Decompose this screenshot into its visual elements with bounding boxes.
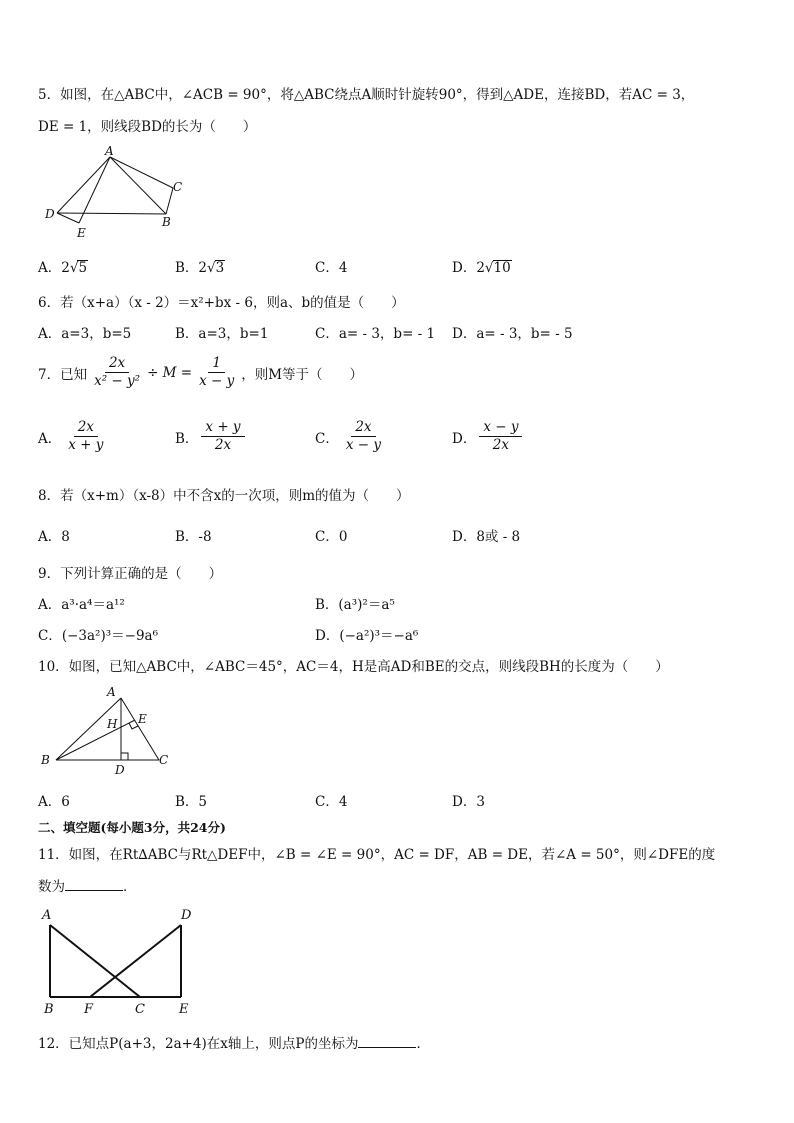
q8-option-d[interactable]: D．8或 - 8 (452, 529, 521, 545)
q11-label-a: A (42, 908, 52, 923)
q5-option-b[interactable]: B．2√3 (175, 260, 225, 276)
q5-option-c[interactable]: C．4 (315, 260, 348, 276)
q5-label-e: E (77, 226, 86, 240)
q11-label-f: F (84, 1002, 94, 1017)
q5-label-c: C (173, 180, 183, 194)
q6-option-d[interactable]: D．a= - 3，b= - 5 (452, 326, 573, 342)
q7-option-d[interactable]: D． $\frac{x - y}{2x}$ (452, 420, 525, 453)
q7-fraction-1: $\frac{2x}{\text{x² − y²}}$ (94, 355, 141, 389)
q10-figure (36, 683, 186, 778)
q11-label-b: B (44, 1002, 54, 1017)
q8-option-a[interactable]: A．8 (38, 529, 70, 545)
q10-label-b: B (41, 753, 50, 767)
q10-label-c: C (159, 753, 169, 767)
q9-option-d[interactable]: D．(−a²)³＝−a⁶ (315, 628, 419, 644)
q8-option-b[interactable]: B．-8 (175, 529, 212, 545)
q5-stem-line1: 5．如图，在△ABC中，∠ACB = 90°，将△ABC绕点A顺时针旋转90°，得到△ADE，连接BD，若AC = 3， (38, 87, 695, 103)
q7-fraction-2: $\frac{1}{x - y}$ (199, 355, 235, 389)
q5-option-a[interactable]: A．2√5 (38, 260, 88, 276)
q9-option-b[interactable]: B．(a³)²＝a⁵ (315, 597, 395, 613)
q10-option-d[interactable]: D．3 (452, 794, 485, 810)
q7-option-a[interactable]: A． $\frac{2x}{x + y}$ (38, 419, 104, 453)
section-2-heading: 二、填空题(每小题3分，共24分) (38, 820, 226, 835)
q10-option-b[interactable]: B．5 (175, 794, 208, 810)
q6-option-c[interactable]: C．a= - 3，b= - 1 (315, 326, 436, 342)
q9-option-c[interactable]: C．(−3a²)³＝−9a⁶ (38, 628, 158, 644)
q12-answer-blank[interactable] (358, 1035, 416, 1048)
q11-answer-blank[interactable] (65, 878, 123, 891)
q11-label-e: E (179, 1002, 189, 1017)
q11-stem-line2: 数为 ． (38, 879, 137, 895)
q11-label-d: D (181, 908, 192, 923)
q5-figure (40, 145, 200, 240)
q11-stem-line1: 11．如图，在Rt∆ABC与Rt△DEF中，∠B = ∠E = 90°，AC = DF，AB = DE，若∠A = 50°，则∠DFE的度 (38, 847, 716, 863)
q10-label-h: H (107, 717, 118, 731)
q11-label-c: C (135, 1002, 145, 1017)
q8-stem: 8．若（x+m）（x-8）中不含x的一次项，则m的值为（ ） (38, 488, 410, 504)
q7-stem: 7．已知 $\frac{2x}{\text{x² − y²}}$ ÷ M = $\frac{1}{x - y}$ ，则M等于（ ） (38, 355, 364, 389)
q5-label-d: D (45, 207, 55, 221)
q6-option-a[interactable]: A．a=3，b=5 (38, 326, 132, 342)
q10-label-e: E (138, 712, 147, 726)
q5-label-a: A (105, 145, 114, 158)
q5-stem-line2: DE = 1，则线段BD的长为（ ） (38, 119, 257, 135)
q10-label-d: D (115, 763, 125, 777)
q9-stem: 9．下列计算正确的是（ ） (38, 566, 223, 582)
q9-option-a[interactable]: A．a³·a⁴＝a¹² (38, 597, 125, 613)
q5-option-d[interactable]: D．2√10 (452, 260, 511, 276)
q12-stem: 12．已知点P(a+3，2a+4)在x轴上，则点P的坐标为 ． (38, 1036, 430, 1052)
q10-option-c[interactable]: C．4 (315, 794, 348, 810)
q8-option-c[interactable]: C．0 (315, 529, 348, 545)
q7-option-c[interactable]: C． $\frac{2x}{x - y}$ (315, 419, 381, 453)
q10-option-a[interactable]: A．6 (38, 794, 70, 810)
q10-stem: 10．如图，已知△ABC中，∠ABC＝45°，AC＝4，H是高AD和BE的交点，则线段BH的长度为（ ） (38, 659, 669, 675)
q10-label-a: A (107, 685, 116, 699)
q11-figure (38, 905, 203, 1020)
q6-stem: 6．若（x+a）（x - 2）＝x²+bx - 6，则a、b的值是（ ） (38, 295, 405, 311)
q7-option-b[interactable]: B． $\frac{x + y}{2x}$ (175, 420, 248, 453)
q6-option-b[interactable]: B．a=3，b=1 (175, 326, 269, 342)
q5-label-b: B (162, 215, 171, 229)
